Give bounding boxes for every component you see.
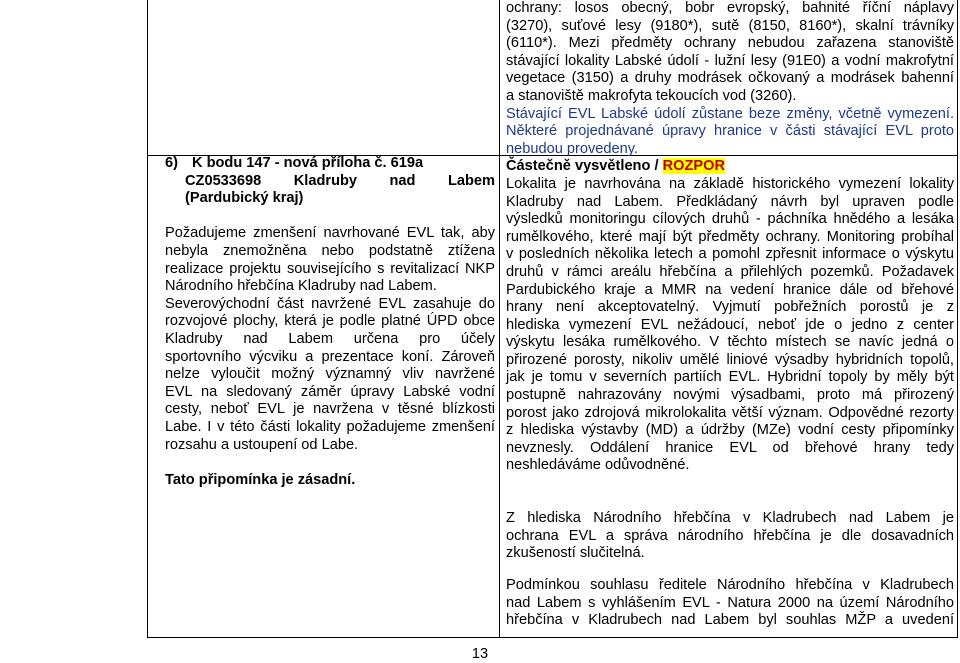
region: (Pardubický kraj): [185, 190, 304, 207]
table-bottom-border: [147, 637, 958, 638]
text-line: Z hlediska Národního hřebčína v Kladrubech nad Labem je: [506, 510, 954, 527]
text-line: rumělkového, které mají být předměty ochrany. Monitoring probíhal: [506, 228, 954, 245]
text-line: hlediska vymezení EVL nežádoucí, neboť jde o jedno z center: [506, 316, 954, 333]
text-line: vegetace (3150) a druhy modrásek očkovaný a modrásek bahenní: [506, 70, 954, 87]
text-line: Severovýchodní část navržené EVL zasahuje do: [165, 295, 495, 312]
text-line: hrany není akceptovatelný. Vyjmutí pobřežních porostů je z: [506, 299, 954, 316]
response-status: [506, 158, 954, 176]
text-line: realizace projektu souvisejícího s revitalizací NKP: [165, 260, 495, 277]
item-heading: [165, 155, 495, 173]
site-code: CZ0533698: [185, 172, 262, 189]
text-line: přirozené porosty, nikoliv umělé liniové výsadby hybridních topolů,: [506, 351, 954, 368]
table-border-left: [147, 0, 148, 638]
text-line: zkušeností slučitelná.: [506, 545, 645, 562]
blue-text-line: Některé projednávané úpravy hranice v části stávající EVL proto: [506, 123, 954, 140]
text-line: rozsahu a ustoupení od Labe.: [165, 436, 359, 453]
page-number: 13: [471, 646, 489, 662]
site-heading: [165, 173, 495, 191]
text-line: Kladruby nad Labem. Předkládaný návrh byl upraven podle: [506, 193, 954, 210]
text-line: rozvojové plochy, která je podle platné ÚPD obce: [165, 313, 495, 330]
status-prefix: Částečně vysvětleno /: [506, 158, 663, 175]
text-line: stávající lokality Labské údolí - lužní lesy (91E0) a vodní makrofytní: [506, 52, 954, 69]
site-name-word: nad: [389, 172, 416, 189]
text-line: postupně nahrazovány novými výsadbami, proto má přirozený: [506, 387, 954, 404]
text-line: nevznesly. Oddálení hranice EVL od břehové hrany tedy: [506, 439, 954, 456]
text-line: Národního hřebčína Kladruby nad Labem.: [165, 278, 437, 295]
text-line: v posledních několika letech a pomohl zpřesnit informace o výskytu: [506, 246, 954, 263]
text-line: Požadujeme zmenšení navrhované EVL tak, aby: [165, 225, 495, 242]
item-title: K bodu 147 - nová příloha č. 619a: [191, 155, 424, 171]
text-line: a stanoviště makrofyta tekoucích vod (3260).: [506, 87, 797, 104]
text-line: EVL na sledovaný záměr úpravy Labské vodní: [165, 383, 495, 400]
text-line: výsledků monitoringu cílových druhů - páchníka hnědého a lesáka: [506, 211, 954, 228]
text-line: sportovního výcviku a prezentace koní. Zároveň: [165, 348, 495, 365]
item-number: 6): [165, 155, 178, 171]
text-line: ochrany: losos obecný, bobr evropský, bahnité říční náplavy: [506, 0, 954, 16]
text-line: Labe. I v této části lokality požadujeme zmenšení: [165, 418, 495, 435]
text-line: z hlediska výstavby (MD) a údržby (MZe) vodní cesty připomínky: [506, 422, 954, 439]
text-line: porost jako zdrojová mikrolokalita větší význam. Odpovědné rezorty: [506, 404, 954, 421]
text-line: nad Labem s vyhlášením EVL - Natura 2000 na území Národního: [506, 594, 954, 611]
text-line: Pardubického kraje a MMR na vedení hranice dále od břehové: [506, 281, 954, 298]
text-line: ochrana EVL a správa národního hřebčína je dle dosavadních: [506, 527, 954, 544]
blue-text-line: nebudou provedeny.: [506, 140, 638, 157]
text-line: výskytu lesáka rumělkového. V těchto místech se navíc jedná o: [506, 334, 954, 351]
text-line: Kladruby nad Labem určena pro účely: [165, 330, 495, 347]
text-line: druhů v rámci areálu hřebčína a přilehlých pozemků. Požadavek: [506, 263, 954, 280]
table-column-divider: [499, 0, 500, 638]
table-border-right: [957, 0, 958, 638]
text-line: jak je tomu v severních partiích EVL. Hybridní topoly by měly být: [506, 369, 954, 386]
text-line: nebyla znemožněna nebo podstatně ztížena: [165, 242, 495, 259]
site-name-word: Labem: [447, 172, 495, 189]
text-line: (3270), suťové lesy (9180*), sutě (8150, 8160*), skalní trávníky: [506, 17, 954, 34]
text-line: neshledáváme odůvodněné.: [506, 457, 690, 474]
comment-cell: [165, 155, 495, 489]
previous-row-response: [506, 0, 954, 630]
text-line: Podmínkou souhlasu ředitele Národního hřebčína v Kladrubech: [506, 577, 954, 593]
text-line: Lokalita je navrhována na základě historického vymezení lokality: [506, 175, 954, 192]
text-line: hřebčína v Kladrubech nad Labem byl souhlas MŽP a uvedení: [506, 612, 954, 629]
text-line: nelze vyloučit možný významný vliv navržené: [165, 366, 495, 383]
text-line: cesty, neboť EVL je navržena v těsné blízkosti: [165, 401, 495, 418]
blue-text-line: Stávající EVL Labské údolí zůstane beze změny, včetně vymezení.: [506, 105, 954, 122]
status-highlight: ROZPOR: [662, 158, 725, 175]
comment-closing: Tato připomínka je zásadní.: [165, 471, 356, 488]
text-line: (6110*). Mezi předměty ochrany nebudou zařazena stanoviště: [506, 35, 954, 52]
site-name-word: Kladruby: [293, 172, 358, 189]
